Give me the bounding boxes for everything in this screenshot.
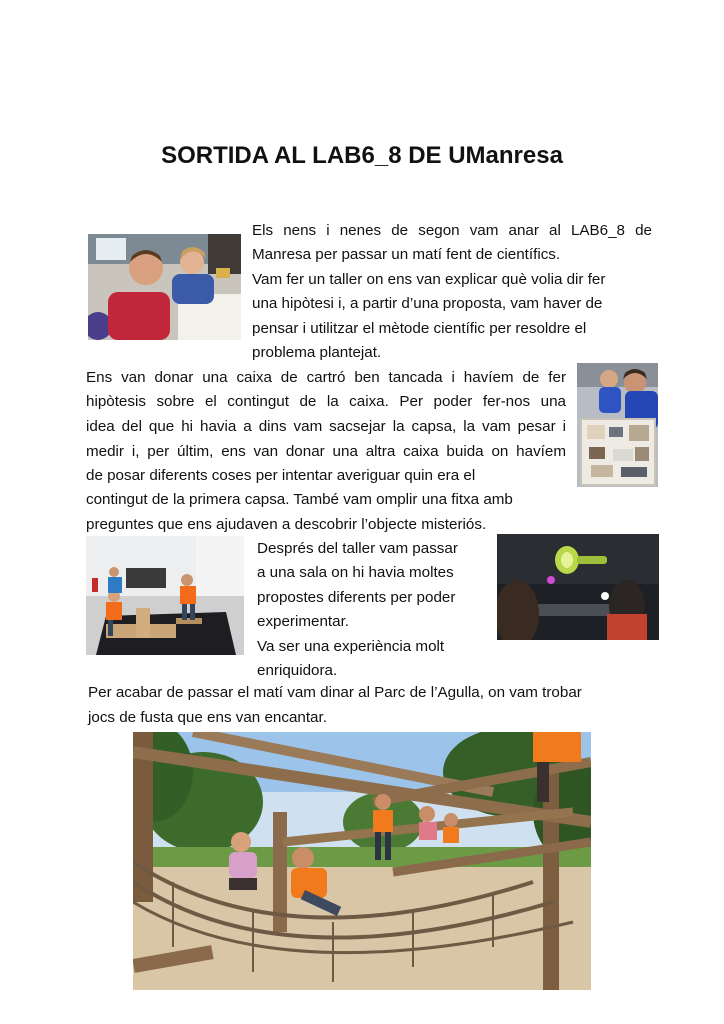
paragraph-1-line: Els nens i nenes de segon vam anar al LAB6_8 de — [252, 222, 652, 239]
paragraph-2-line: hipòtesis sobre el contingut de la caixa. Per poder fer-nos una — [86, 393, 566, 410]
paragraph-1-line: problema plantejat. — [252, 344, 382, 361]
photo-wooden-playground — [133, 732, 591, 990]
photo-children-at-table — [88, 234, 241, 340]
paragraph-3-line: experimentar. — [257, 613, 350, 630]
paragraph-2-line: idea del que hi havia a dins vam sacsejar la capsa, la vam pesar i — [86, 418, 566, 435]
paragraph-3-line: Després del taller vam passar — [257, 540, 458, 557]
paragraph-1-line: Vam fer un taller on ens van explicar què volia dir fer — [252, 271, 606, 288]
photo-balance-activity — [86, 536, 244, 655]
paragraph-4-line: Per acabar de passar el matí vam dinar al Parc de l’Agulla, on vam trobar — [88, 684, 582, 701]
paragraph-1-line: una hipòtesi i, a partir d’una proposta, vam haver de — [252, 295, 603, 312]
photo-light-experiment — [497, 534, 659, 640]
paragraph-2-line: medir i, per últim, ens van donar una altra caixa buida on havíem — [86, 443, 566, 460]
page-title: SORTIDA AL LAB6_8 DE UManresa — [161, 142, 563, 169]
paragraph-3-line: Va ser una experiència molt — [257, 638, 445, 655]
paragraph-1-line: Manresa per passar un matí fent de científics. — [252, 246, 561, 263]
paragraph-3-line: enriquidora. — [257, 662, 338, 679]
paragraph-3-line: propostes diferents per poder — [257, 589, 456, 606]
paragraph-3-line: a una sala on hi havia moltes — [257, 564, 454, 581]
paragraph-2-line: Ens van donar una caixa de cartró ben tancada i havíem de fer — [86, 369, 566, 386]
paragraph-2-line: contingut de la primera capsa. També vam omplir una fitxa amb — [86, 491, 513, 508]
paragraph-2-line: de posar diferents coses per intentar averiguar quin era el — [86, 467, 476, 484]
photo-tray-of-objects — [577, 363, 658, 487]
paragraph-1-line: pensar i utilitzar el mètode científic per resoldre el — [252, 320, 587, 337]
paragraph-2-line: preguntes que ens ajudaven a descobrir l’objecte misteriós. — [86, 516, 487, 533]
paragraph-4-line: jocs de fusta que ens van encantar. — [88, 709, 327, 726]
